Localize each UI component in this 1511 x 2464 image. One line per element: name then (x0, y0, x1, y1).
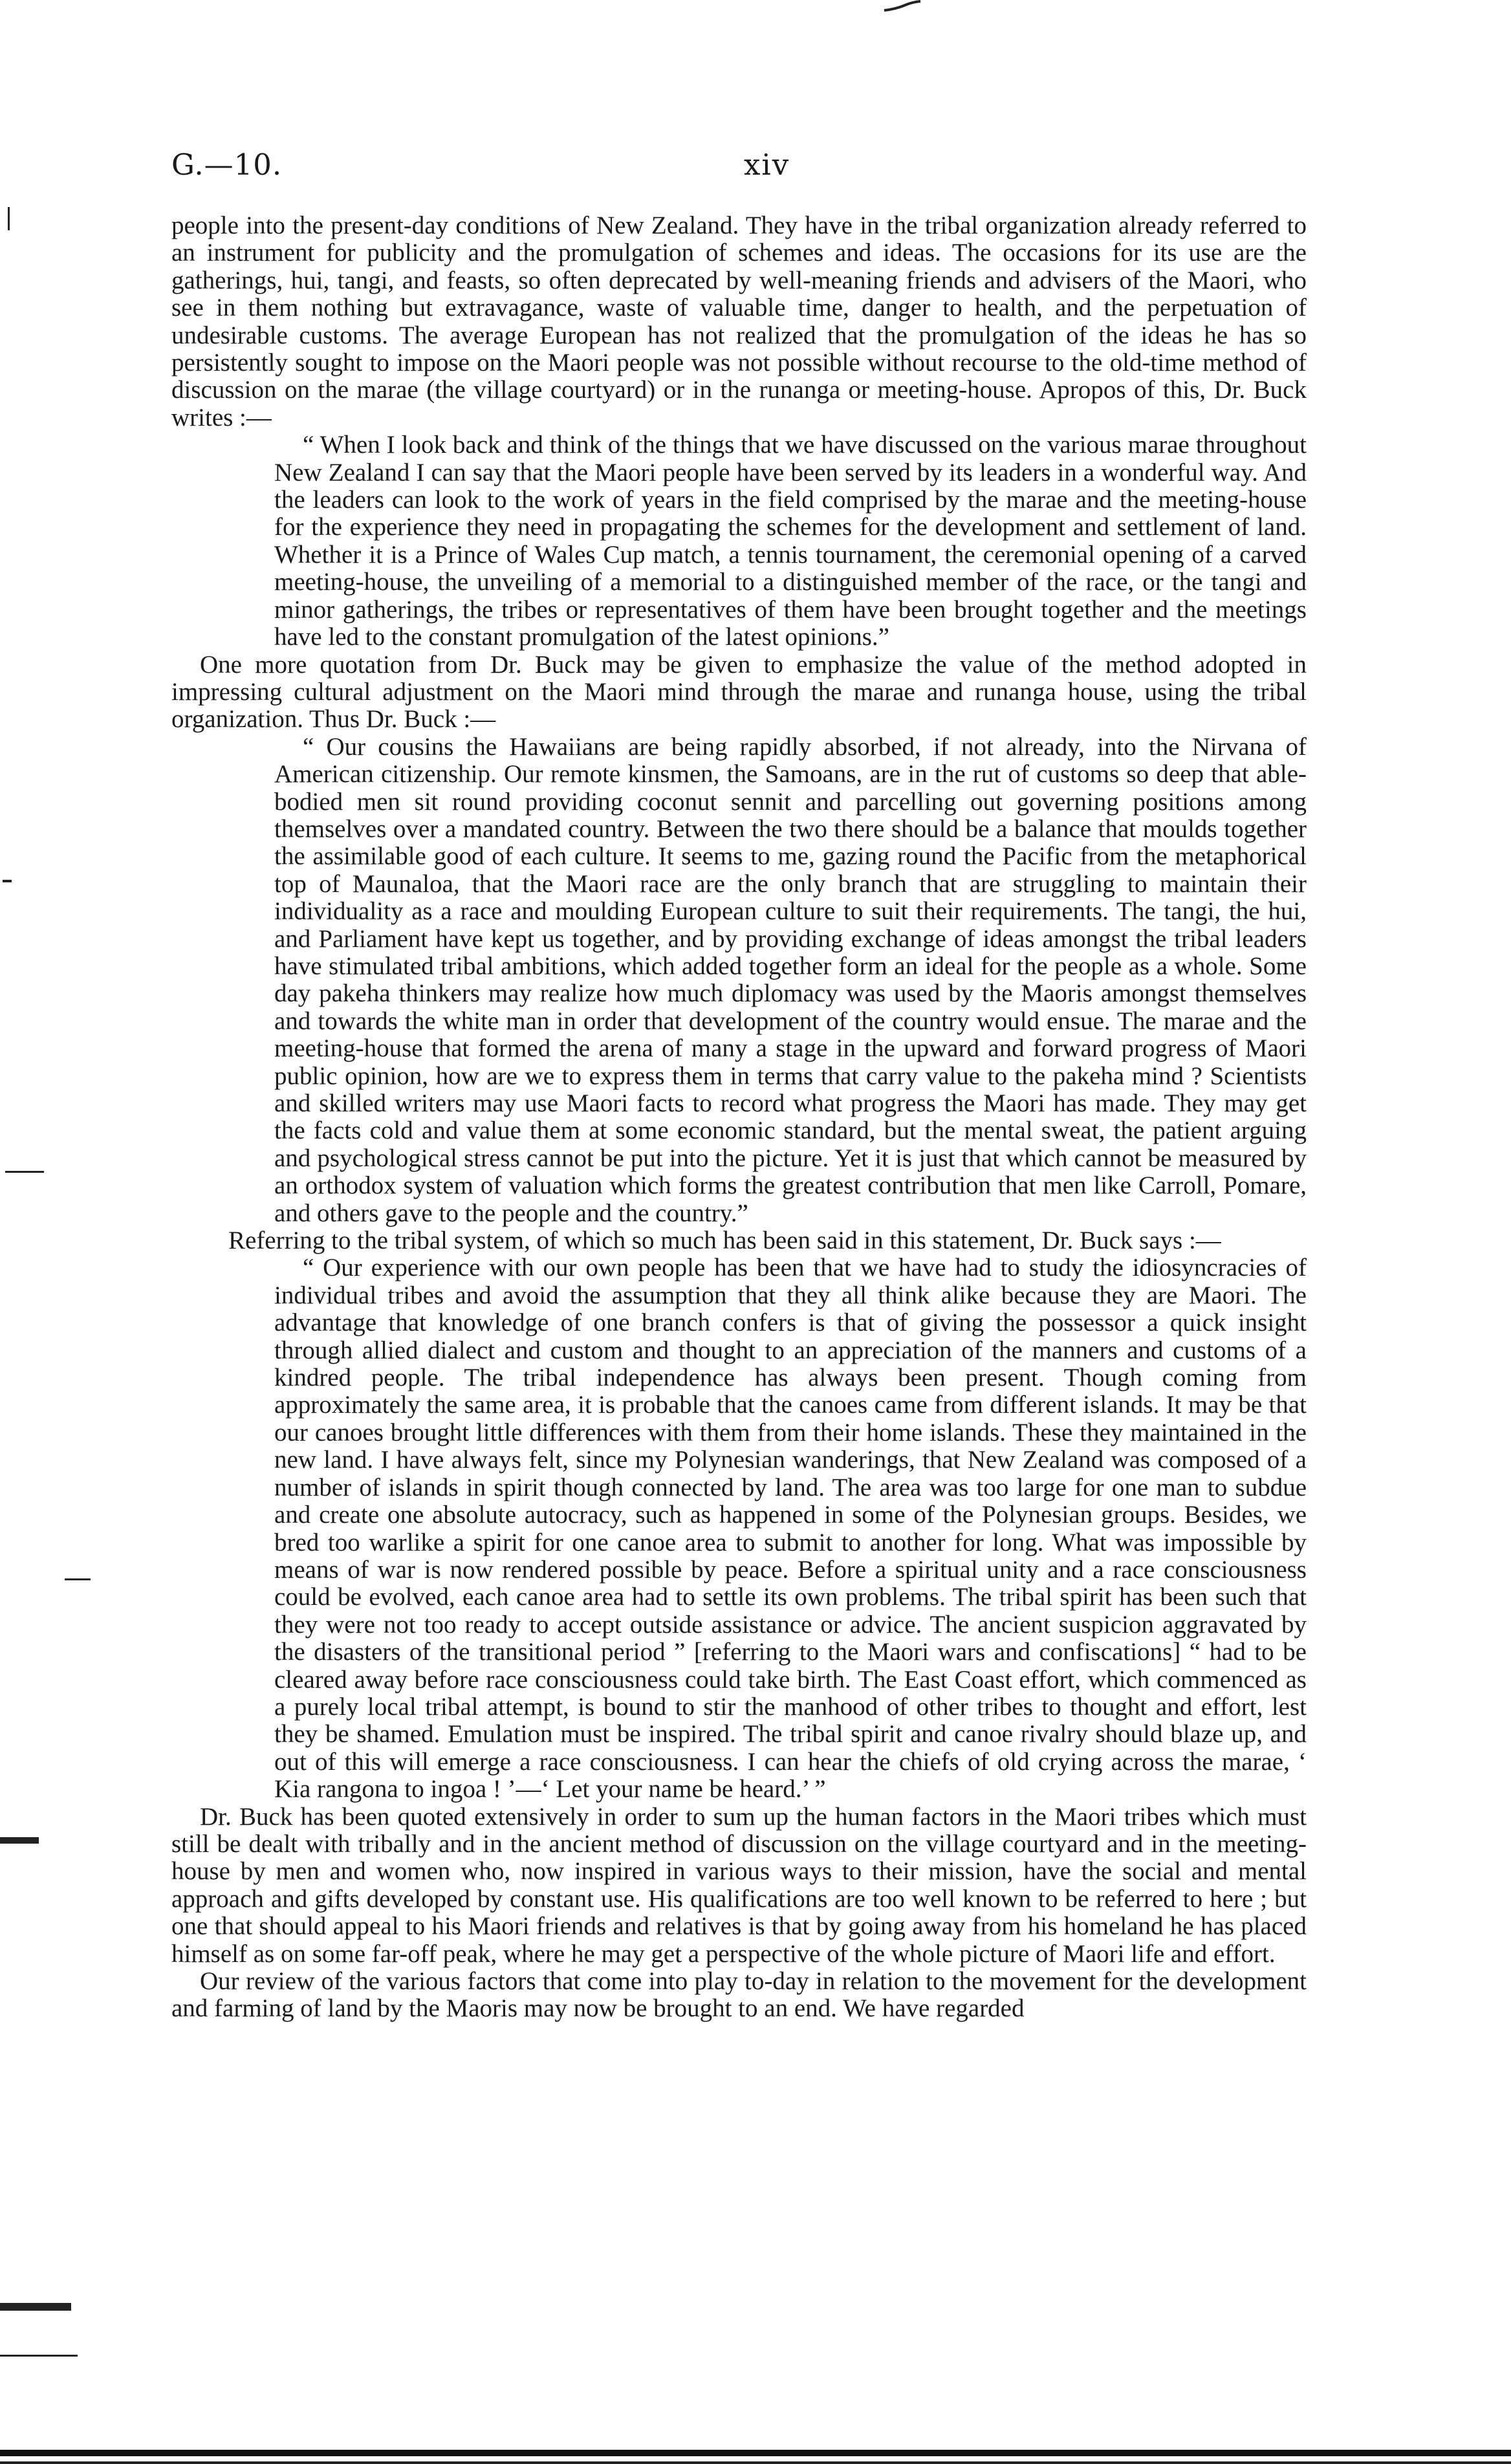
paragraph: Referring to the tribal system, of which so much has been said in this statement, Dr. Buck says :— (228, 1227, 1221, 1255)
document-reference: G.—10. (171, 147, 283, 182)
page-header (171, 147, 1428, 186)
text-body (171, 212, 1307, 2023)
page-footer (0, 2441, 1511, 2464)
margin-mark (3, 880, 12, 882)
margin-mark (0, 2303, 71, 2311)
paragraph: Dr. Buck has been quoted extensively in order to sum up the human factors in the Maori tribes which must still be dealt with tribally and in the ancient method of discussion on the village courtyard and in the meeting-house by men and women who, now inspired in various ways to their mission, have the social and mental approach and gifts developed by constant use. His qualifications are too well known to be referred to here ; but one that should appeal to his Maori friends and relatives is that by going away from his homeland he has placed himself as on some far-off peak, where he may get a perspective of the whole picture of Maori life and effort. (171, 1802, 1307, 1968)
margin-mark (0, 1837, 39, 1844)
page-number: xiv (744, 147, 790, 182)
footer-rule (0, 2461, 1511, 2464)
paragraph: Our review of the various factors that come into play to-day in relation to the movement for the development and farming of land by the Maoris may now be brought to an end. We have regarded (171, 1967, 1307, 2023)
footer-rule (0, 2450, 1511, 2456)
margin-mark (5, 1171, 44, 1173)
quotation-block: “ Our cousins the Hawaiians are being rapidly absorbed, if not already, into the Nirvana of American citizenship. Our remote kinsmen, the Samoans, are in the rut of customs so deep that able-bodied men sit round providing coconut sennit and parcelling out governing positions among themselves over a mandated country. Between the two there should be a balance that moulds together the assimilable good of each culture. It seems to me, gazing round the Pacific from the metaphorical top of Maunaloa, that the Maori race are the only branch that are struggling to maintain their individuality as a race and moulding European culture to suit their requirements. The tangi, the hui, and Parliament have kept us together, and by providing exchange of ideas amongst the tribal leaders have stimulated tribal ambitions, which added together form an ideal for the people as a whole. Some day pakeha thinkers may realize how much diplomacy was used by the Maoris amongst themselves and towards the white man in order that development of the country would ensue. The marae and the meeting-house that formed the arena of many a stage in the upward and forward progress of Maori public opinion, how are we to express them in terms that carry value to the pakeha mind ? Scientists and skilled writers may use Maori facts to record what progress the Maori has made. They may get the facts cold and value them at some economic standard, but the mental sweat, the patient arguing and psychological stress cannot be put into the picture. Yet it is just that which cannot be measured by an orthodox system of valuation which forms the greatest contribution that men like Carroll, Pomare, and others gave to the people and the country.” (274, 732, 1307, 1227)
margin-mark (65, 1578, 91, 1580)
scan-mark (883, 0, 922, 13)
margin-mark (0, 2355, 78, 2357)
quotation-block: “ When I look back and think of the things that we have discussed on the various marae throughout New Zealand I can say that the Maori people have been served by its leaders in a wonderful way. And the leaders can look to the work of years in the field comprised by the marae and the meeting-house for the experience they need in propagating the schemes for the development and settlement of land. Whether it is a Prince of Wales Cup match, a tennis tournament, the ceremonial opening of a carved meeting-house, the unveiling of a memorial to a distinguished member of the race, or the tangi and minor gatherings, the tribes or representatives of them have been brought together and the meetings have led to the constant promulgation of the latest opinions.” (274, 431, 1307, 651)
paragraph-continuation: people into the present-day conditions of New Zealand. They have in the tribal organization already referred to an instrument for publicity and the promulgation of schemes and ideas. The occasions for its use are the gatherings, hui, tangi, and feasts, so often deprecated by well-meaning friends and advisers of the Maori, who see in them nothing but extravagance, waste of valuable time, danger to health, and the perpetuation of undesirable customs. The average European has not realized that the promulgation of the ideas he has so persistently sought to impose on the Maori people was not possible without recourse to the old-time method of discussion on the marae (the village courtyard) or in the runanga or meeting-house. Apropos of this, Dr. Buck writes :— (171, 212, 1307, 431)
margin-mark (8, 207, 10, 230)
paragraph: One more quotation from Dr. Buck may be given to emphasize the value of the method adopted in impressing cultural adjustment on the Maori mind through the marae and runanga house, using the tribal organization. Thus Dr. Buck :— (171, 650, 1307, 734)
quotation-block: “ Our experience with our own people has been that we have had to study the idiosyncracies of individual tribes and avoid the assumption that they all think alike because they are Maori. The advantage that knowledge of one branch confers is that of giving the possessor a quick insight through allied dialect and custom and thought to an appreciation of the manners and customs of a kindred people. The tribal independence has always been present. Though coming from approximately the same area, it is probable that the canoes came from different islands. It may be that our canoes brought little differences with them from their home islands. These they maintained in the new land. I have always felt, since my Polynesian wanderings, that New Zealand was composed of a number of islands in spirit though connected by land. The area was too large for one man to subdue and create one absolute autocracy, such as happened in some of the Polynesian groups. Besides, we bred too warlike a spirit for one canoe area to submit to another for long. What was impossible by means of war is now rendered possible by peace. Before a spiritual unity and a race consciousness could be evolved, each canoe area had to settle its own problems. The tribal spirit has been such that they were not too ready to accept outside assistance or advice. The ancient suspicion aggravated by the disasters of the transitional period ” [referring to the Maori wars and confiscations] “ had to be cleared away before race consciousness could take birth. The East Coast effort, which commenced as a purely local tribal attempt, is bound to stir the manhood of other tribes to thought and effort, lest they be shamed. Emulation must be inspired. The tribal spirit and canoe rivalry should blaze up, and out of this will emerge a race consciousness. I can hear the chiefs of old crying across the marae, ‘ Kia rangona to ingoa ! ’—‘ Let your name be heard.’ ” (274, 1254, 1307, 1804)
